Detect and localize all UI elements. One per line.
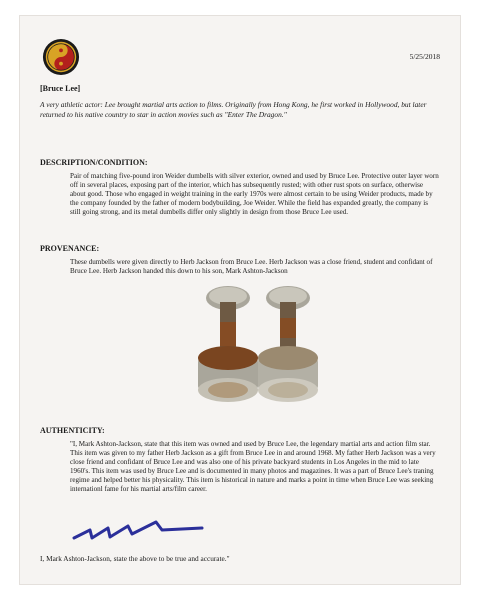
description-heading: DESCRIPTION/CONDITION: xyxy=(40,158,148,167)
dumbbells-photo xyxy=(176,282,336,412)
description-text: Pair of matching five-pound iron Weider dumbells with silver exterior, owned and used by Bruce Lee. Protective outer layer worn off in several places, exposing part of the interior, which has subsequently rusted; with other rust spots on surface, otherwise about good. Those who engaged in weight training in the early 1970s were almost certain to be using Weider products, made by the company founded by the father of modern bodybuilding, Joe Weider. While the field has expanded greatly, the company is still going strong, and its metal dumbells differ only slightly in design from those Bruce Lee used. xyxy=(70,172,439,217)
provenance-heading: PROVENANCE: xyxy=(40,244,100,253)
closing-statement: I, Mark Ashton-Jackson, state the above to be true and accurate." xyxy=(40,554,230,563)
certificate-page xyxy=(20,16,460,584)
subject-intro: A very athletic actor: Lee brought martial arts action to films. Originally from Hong Kong, he first worked in Hollywood, but later returned to his native country to star in action movies such as "Enter The Dragon." xyxy=(40,100,427,119)
authenticity-text: "I, Mark Ashton-Jackson, state that this item was owned and used by Bruce Lee, the legendary martial arts and action film star. This item was given to my father Herb Jackson as a gift from Bruce Lee in and around 1968. My father Herb Jackson was a very close friend and confidant of Bruce Lee and was also one of his private backyard students in Los Angeles in the mid to late 1960's. This item was used by Bruce Lee and is documented in many photos and magazines. It was a part of Bruce Lee's traning regime and helped better his physicality. This item is historical in nature and marks a point in time when Bruce Lee was seeking internationl fame for his martial arts/film career. xyxy=(70,440,436,494)
yin-yang-logo-icon xyxy=(42,38,80,76)
authenticity-heading: AUTHENTICITY: xyxy=(40,426,105,435)
signature-mark xyxy=(70,512,210,546)
document-date: 5/25/2018 xyxy=(409,52,440,61)
provenance-text: These dumbells were given directly to Herb Jackson from Bruce Lee. Herb Jackson was a close friend, student and confidant of Bruce Lee. Herb Jackson handed this down to his son, Mark Ashton-Jackson xyxy=(70,258,433,276)
subject-name: [Bruce Lee] xyxy=(40,84,81,93)
